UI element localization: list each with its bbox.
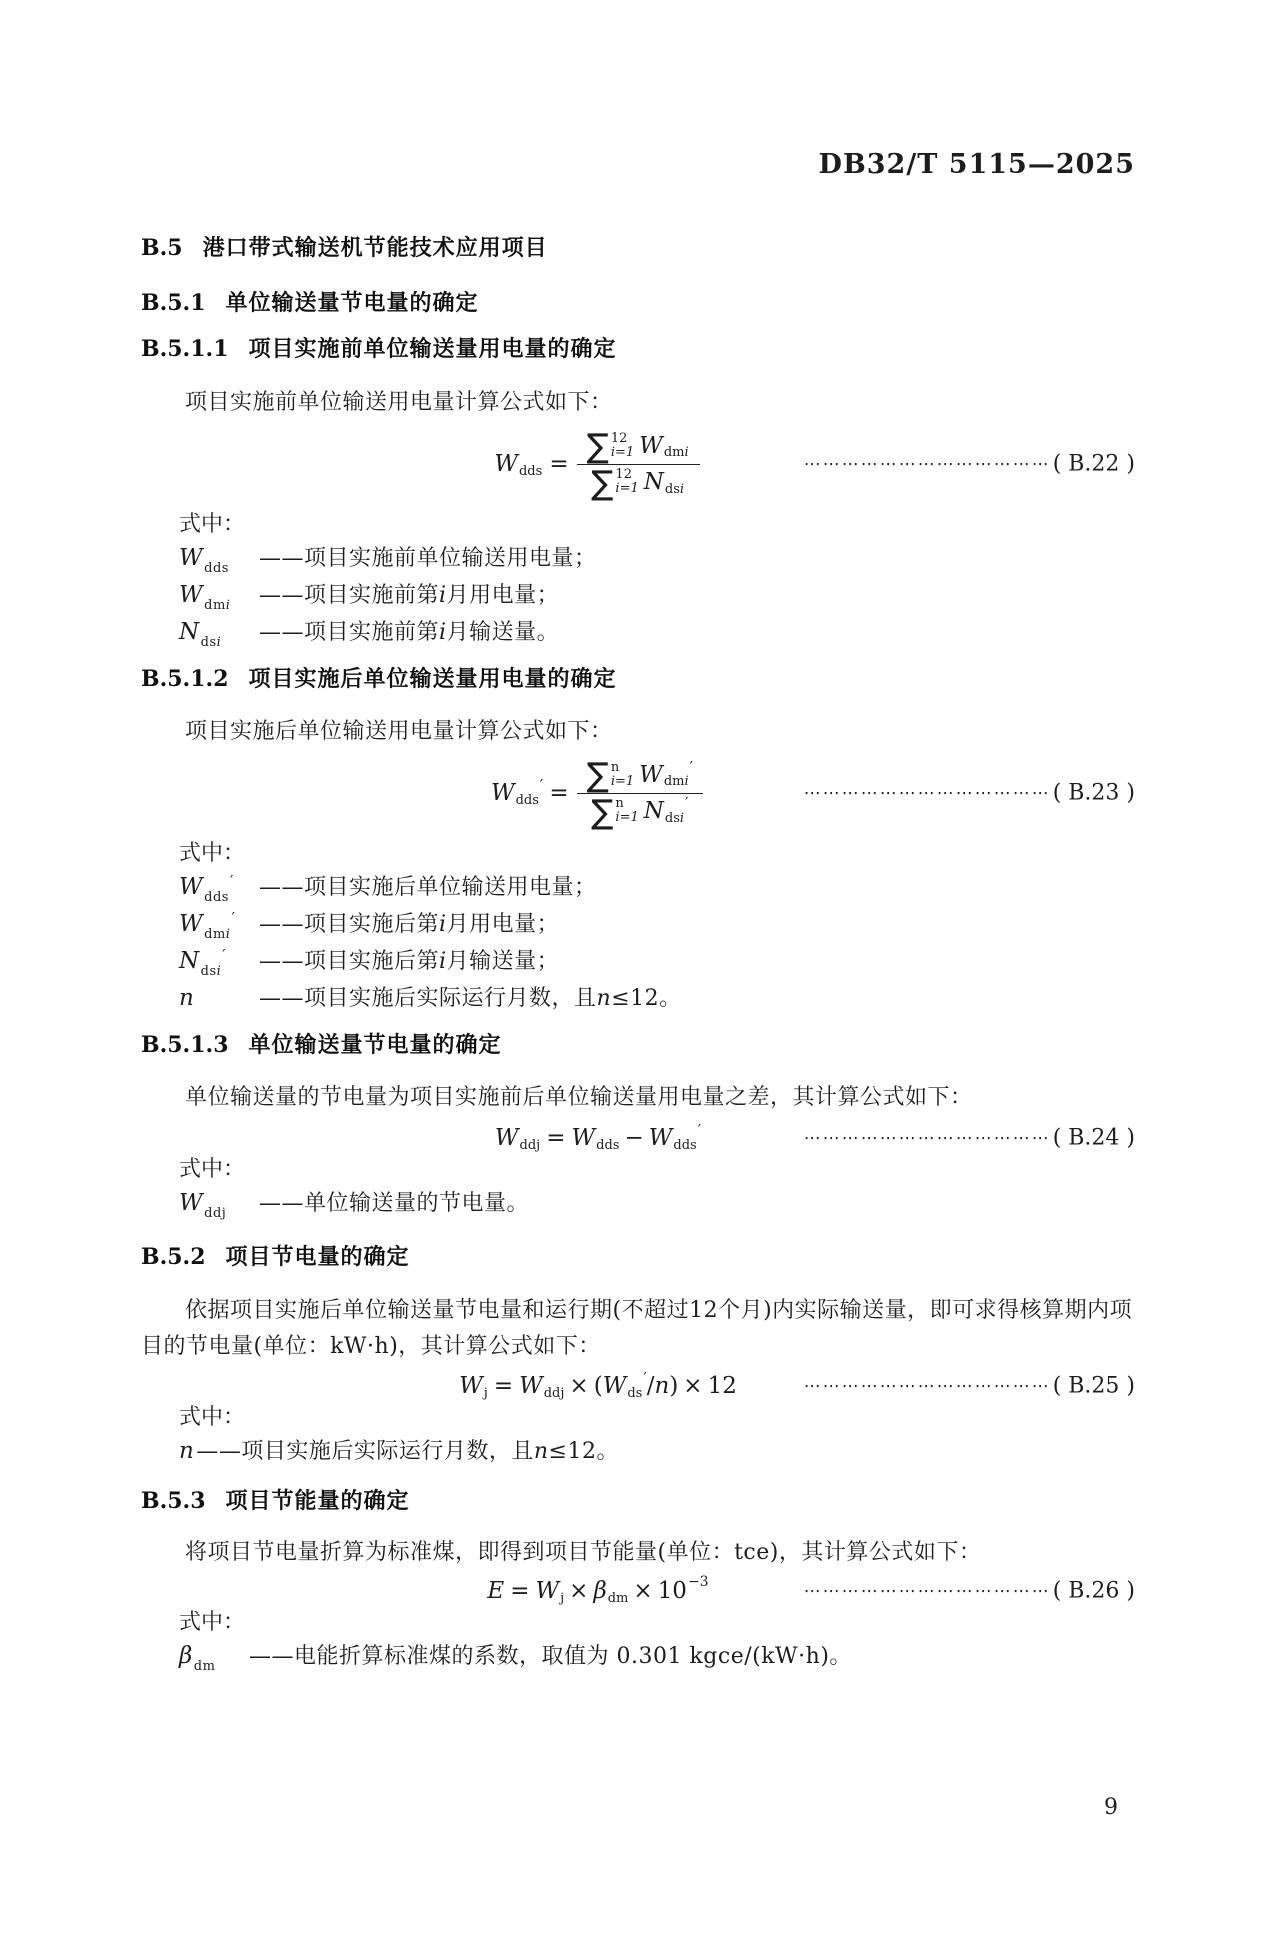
lower-limit: i=1 [610, 773, 635, 789]
heading-b51 [141, 288, 1135, 319]
definition-text [259, 947, 559, 977]
text: ——单位输送量的节电量。 [259, 1191, 530, 1216]
math-var: W [179, 545, 204, 571]
intro-paragraph: 项目实施前单位输送用电量计算公式如下： [185, 390, 613, 415]
leader-dots: ⋯⋯⋯⋯⋯⋯⋯⋯⋯⋯⋯⋯⋯ [803, 1128, 1051, 1148]
sigma-symbol: ∑ [586, 755, 609, 795]
summation-symbol [586, 755, 635, 795]
summation-limits [611, 761, 634, 790]
equals-sign: = [549, 780, 569, 806]
heading-title: 单位输送量节电量的确定 [225, 291, 479, 316]
subscript-italic: i [216, 635, 222, 650]
heading-b5 [141, 233, 1135, 264]
subscript-roman: ds [200, 964, 217, 979]
definition-symbol [179, 617, 259, 651]
definition-row [141, 1188, 1135, 1222]
slash: / [646, 1373, 655, 1399]
upper-limit: 12 [615, 466, 632, 482]
math-subscript [204, 927, 230, 942]
subscript-italic: i [679, 810, 685, 826]
heading-number: B.5.1.3 [141, 1032, 229, 1058]
prime-mark: ′ [689, 757, 694, 776]
heading-b513 [141, 1030, 1135, 1061]
definition-symbol [179, 1188, 259, 1222]
prime-mark: ′ [539, 776, 544, 794]
standard-number: DB32/T 5115—2025 [818, 149, 1135, 180]
math-subscript: dds [515, 792, 539, 808]
intro-paragraph: 单位输送量的节电量为项目实施前后单位输送量用电量之差，其计算公式如下： [185, 1085, 973, 1110]
subscript-italic: i [225, 598, 231, 613]
formula-b23 [141, 749, 1135, 837]
text: 月输送量； [446, 949, 560, 974]
prime-mark: ′ [697, 1121, 702, 1139]
equation [494, 1121, 702, 1153]
math-var: N [643, 798, 664, 825]
math-var: W [179, 1190, 204, 1216]
times-sign: × [569, 1578, 589, 1604]
math-subscript [201, 635, 222, 650]
equation [490, 755, 705, 831]
subscript-roman: dm [204, 927, 226, 942]
dot-leader [804, 452, 1135, 477]
text: ——电能折算标准煤的系数，取值为 0.301 kgce/(kW·h)。 [249, 1644, 852, 1669]
subscript-italic: i [684, 774, 689, 790]
text: 月用电量； [446, 912, 560, 937]
text: ——项目实施前第 [259, 620, 440, 645]
dot-leader [804, 781, 1135, 806]
math-var: β [593, 1578, 607, 1604]
heading-title: 单位输送量节电量的确定 [248, 1033, 502, 1058]
prime-mark: ′ [685, 794, 689, 813]
math-subscript: dds [596, 1137, 620, 1153]
inline-var: n [533, 1439, 549, 1464]
definition-symbol [179, 946, 259, 980]
math-var: W [648, 1125, 673, 1151]
definition-text [259, 910, 559, 940]
math-var: N [643, 469, 664, 496]
definition-symbol [179, 543, 259, 577]
heading-b53 [141, 1486, 1135, 1517]
text: ——项目实施前单位输送用电量； [259, 546, 597, 571]
equation [459, 1369, 737, 1401]
formula-number: ( B.25 ) [1052, 1373, 1135, 1399]
definition-text [259, 618, 559, 648]
definition-text [259, 544, 597, 574]
math-var: β [179, 1643, 193, 1669]
inline-var: i [439, 912, 447, 937]
where-label: 式中： [179, 512, 246, 537]
definition-row [141, 872, 1135, 906]
lower-limit: i=1 [615, 481, 639, 497]
where-label: 式中： [179, 1157, 246, 1182]
fraction-denominator [577, 791, 703, 831]
subscript-roman: dds [204, 890, 229, 905]
page-number: 9 [1104, 1795, 1118, 1820]
formula-b24 [141, 1121, 1135, 1155]
subscript-roman: dm [663, 445, 685, 461]
definition-symbol [179, 909, 259, 943]
equals-sign: = [510, 1578, 530, 1604]
intro-paragraph: 依据项目实施后单位输送量节电量和运行期(不超过12个月)内实际输送量，即可求得核算期内项目的节电量(单位：kW·h)，其计算公式如下： [141, 1298, 1133, 1359]
formula-number: ( B.22 ) [1052, 451, 1135, 477]
sigma-symbol: ∑ [586, 426, 609, 466]
math-subscript: dm [607, 1590, 629, 1606]
math-subscript: j [560, 1590, 565, 1606]
definition-symbol [179, 1641, 249, 1675]
fraction-numerator [577, 755, 703, 795]
leader-dots: ⋯⋯⋯⋯⋯⋯⋯⋯⋯⋯⋯⋯⋯ [803, 1376, 1051, 1396]
times-sign: × [683, 1373, 703, 1399]
text: ——项目实施后实际运行月数，且 [196, 1439, 534, 1464]
math-var: W [494, 1125, 519, 1151]
math-subscript: dds [673, 1137, 697, 1153]
definition-text [249, 1642, 852, 1672]
subscript-roman: dm [204, 598, 226, 613]
definition-symbol [179, 983, 259, 1017]
math-subscript [204, 561, 229, 576]
formula-b22 [141, 420, 1135, 508]
minus-sign: − [624, 1125, 644, 1151]
heading-b512 [141, 664, 1135, 695]
upper-limit: n [610, 759, 620, 775]
leader-dots: ⋯⋯⋯⋯⋯⋯⋯⋯⋯⋯⋯⋯⋯ [803, 454, 1051, 474]
math-var: W [179, 874, 204, 900]
intro-paragraph: 将项目节电量折算为标准煤，即得到项目节能量(单位：tce)，其计算公式如下： [185, 1540, 982, 1565]
inline-var: i [439, 949, 447, 974]
heading-number: B.5 [141, 235, 183, 261]
math-var: W [639, 432, 663, 459]
upper-limit: n [615, 795, 624, 811]
definition-row [141, 946, 1135, 980]
heading-number: B.5.1 [141, 290, 206, 316]
summation-symbol [591, 462, 639, 502]
summation-limits [611, 432, 634, 461]
math-subscript [664, 774, 689, 789]
definition-row [141, 543, 1135, 577]
prime-mark: ′ [643, 1369, 647, 1387]
math-subscript: ds [627, 1385, 643, 1401]
heading-title: 项目实施前单位输送量用电量的确定 [248, 337, 617, 362]
times-sign: × [633, 1578, 653, 1604]
document-page [0, 150, 1276, 1940]
heading-number: B.5.1.2 [141, 666, 229, 692]
prime-mark: ′ [229, 872, 234, 890]
equals-sign: = [549, 451, 569, 477]
equals-sign: = [493, 1373, 514, 1399]
where-label: 式中： [179, 841, 246, 866]
text: 月输送量。 [446, 620, 560, 645]
summation-symbol [586, 426, 635, 466]
dot-leader [804, 1374, 1135, 1399]
math-var: n [654, 1373, 670, 1399]
lower-limit: i=1 [610, 444, 635, 460]
math-var: n [179, 985, 195, 1011]
definition-symbol [179, 580, 259, 614]
math-subscript: ddj [543, 1385, 565, 1401]
math-var: W [459, 1373, 483, 1399]
definition-text [259, 1189, 529, 1219]
inline-var: n [596, 986, 612, 1011]
heading-title: 项目节能量的确定 [225, 1489, 410, 1514]
text: ——项目实施后实际运行月数，且 [259, 986, 597, 1011]
subscript-roman: ds [200, 635, 217, 650]
text: 月用电量； [446, 583, 560, 608]
intro-paragraph: 项目实施后单位输送用电量计算公式如下： [185, 719, 613, 744]
prime-mark: ′ [231, 909, 236, 927]
subscript-italic: i [216, 964, 222, 979]
fraction [577, 755, 703, 831]
math-subscript [665, 811, 684, 826]
dot-leader [804, 1579, 1135, 1604]
subscript-italic: i [679, 481, 685, 497]
summation-symbol [591, 791, 639, 831]
fraction-denominator [577, 462, 700, 502]
math-var: W [494, 451, 518, 477]
math-var: W [179, 582, 204, 608]
definition-text [259, 873, 597, 903]
formula-b26 [141, 1574, 1135, 1608]
subscript-roman: dds [204, 561, 229, 576]
definition-text [259, 581, 559, 611]
leader-dots: ⋯⋯⋯⋯⋯⋯⋯⋯⋯⋯⋯⋯⋯ [803, 1581, 1051, 1601]
fraction [577, 426, 700, 502]
equation [487, 1574, 709, 1606]
definition-symbol [179, 1436, 196, 1470]
fraction-numerator [577, 426, 700, 466]
formula-number: ( B.26 ) [1052, 1578, 1135, 1604]
subscript-roman: ddj [204, 1206, 227, 1221]
math-var: E [487, 1578, 505, 1604]
text: ——项目实施后第 [259, 912, 440, 937]
definition-row [141, 1436, 1135, 1470]
formula-number: ( B.24 ) [1052, 1125, 1135, 1151]
math-subscript [204, 1206, 226, 1221]
heading-number: B.5.2 [141, 1244, 206, 1270]
constant: 12 [707, 1373, 737, 1399]
page-content [0, 150, 1276, 1675]
definition-row [141, 1641, 1135, 1675]
heading-b511 [141, 334, 1135, 365]
constant: 10 [657, 1578, 687, 1604]
math-var: W [519, 1373, 543, 1399]
text: ≤12。 [611, 986, 682, 1011]
inline-var: i [439, 583, 447, 608]
math-var: W [571, 1125, 596, 1151]
math-subscript [664, 445, 689, 460]
text: ——项目实施后第 [259, 949, 440, 974]
math-subscript: dds [518, 463, 543, 479]
text: ≤12。 [548, 1439, 619, 1464]
math-subscript: j [483, 1385, 488, 1401]
math-var: N [179, 948, 200, 974]
definition-row [141, 983, 1135, 1017]
math-subscript [201, 964, 222, 979]
equation [494, 426, 701, 502]
definition-row [141, 909, 1135, 943]
open-paren: ( [593, 1373, 603, 1399]
heading-b52 [141, 1242, 1135, 1273]
math-var: W [602, 1373, 627, 1399]
leader-dots: ⋯⋯⋯⋯⋯⋯⋯⋯⋯⋯⋯⋯⋯ [803, 783, 1051, 803]
math-var: W [639, 761, 663, 788]
math-var: W [179, 911, 204, 937]
inline-var: i [439, 620, 447, 645]
close-paren: ) [669, 1373, 679, 1399]
text: ——项目实施前第 [259, 583, 440, 608]
subscript-roman: dm [193, 1659, 216, 1674]
heading-title: 项目节电量的确定 [225, 1245, 410, 1270]
times-sign: × [569, 1373, 589, 1399]
definition-text [196, 1437, 619, 1467]
definition-symbol [179, 872, 259, 906]
math-subscript [194, 1659, 216, 1674]
summation-limits [615, 468, 638, 497]
upper-limit: 12 [610, 430, 628, 446]
equals-sign: = [546, 1125, 566, 1151]
subscript-roman: ds [664, 810, 680, 826]
where-label: 式中： [179, 1610, 246, 1635]
text: ——项目实施后单位输送用电量； [259, 875, 597, 900]
subscript-roman: dm [663, 774, 685, 790]
exponent: −3 [687, 1574, 709, 1590]
math-subscript [204, 598, 230, 613]
math-var: n [179, 1438, 195, 1464]
math-var: W [490, 780, 515, 806]
math-var: N [179, 619, 200, 645]
heading-number: B.5.3 [141, 1488, 206, 1514]
lower-limit: i=1 [615, 810, 639, 826]
formula-number: ( B.23 ) [1052, 780, 1135, 806]
heading-number: B.5.1.1 [141, 336, 229, 362]
subscript-italic: i [684, 445, 689, 461]
prime-mark: ′ [222, 946, 227, 964]
definition-row [141, 580, 1135, 614]
heading-title: 港口带式输送机节能技术应用项目 [202, 236, 548, 261]
where-label: 式中： [179, 1405, 246, 1430]
subscript-roman: ds [664, 481, 680, 497]
math-subscript [204, 890, 229, 905]
math-subscript [665, 482, 684, 497]
math-subscript: ddj [519, 1137, 541, 1153]
sigma-symbol: ∑ [591, 462, 614, 502]
formula-b25 [141, 1369, 1135, 1403]
definition-row [141, 617, 1135, 651]
math-var: W [535, 1578, 560, 1604]
subscript-italic: i [225, 927, 231, 942]
summation-limits [615, 797, 638, 826]
sigma-symbol: ∑ [591, 791, 614, 831]
dot-leader [804, 1126, 1135, 1151]
heading-title: 项目实施后单位输送量用电量的确定 [248, 667, 617, 692]
definition-text [259, 984, 682, 1014]
